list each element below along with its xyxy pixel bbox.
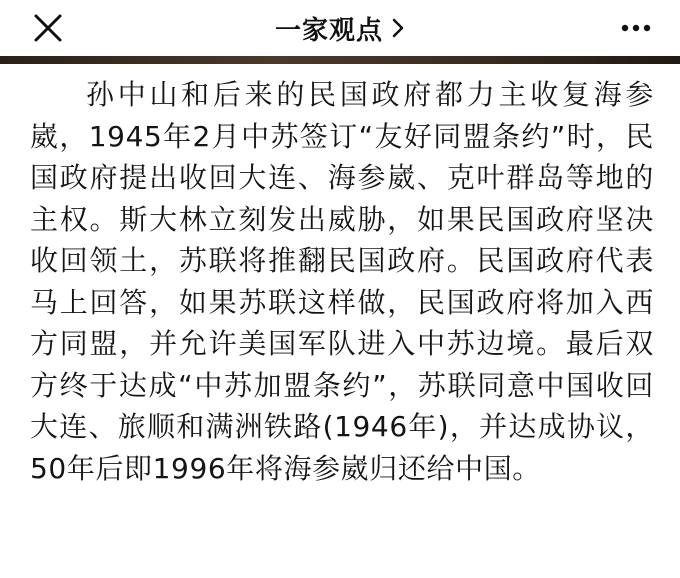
close-button[interactable] bbox=[28, 8, 68, 48]
chevron-right-icon bbox=[391, 17, 405, 39]
header-image-edge bbox=[0, 56, 680, 64]
close-x-icon bbox=[28, 8, 68, 48]
page-title: 一家观点 bbox=[274, 15, 383, 46]
more-options-button[interactable] bbox=[618, 10, 654, 46]
title-container bbox=[0, 0, 680, 56]
top-navigation-bar bbox=[0, 0, 680, 56]
account-title-button[interactable] bbox=[275, 10, 405, 47]
article-paragraph: 孙中山和后来的民国政府都力主收复海参崴，1945年2月中苏签订“友好同盟条约”时，民国政府提出收回大连、海参崴、克叶群岛等地的主权。斯大林立刻发出威胁，如果民国政府坚决收回领土，苏联将推翻民国政府。民国政府代表马上回答，如果苏联这样做，民国政府将加入西方同盟，并允许美国军队进入中苏边境。最后双方终于达成“中苏加盟条约”，苏联同意中国收回大连、旅顺和满洲铁路(1946年)，并达成协议，50年后即1996年将海参崴归还给中国。 bbox=[30, 78, 654, 485]
more-dots-icon bbox=[618, 10, 654, 46]
